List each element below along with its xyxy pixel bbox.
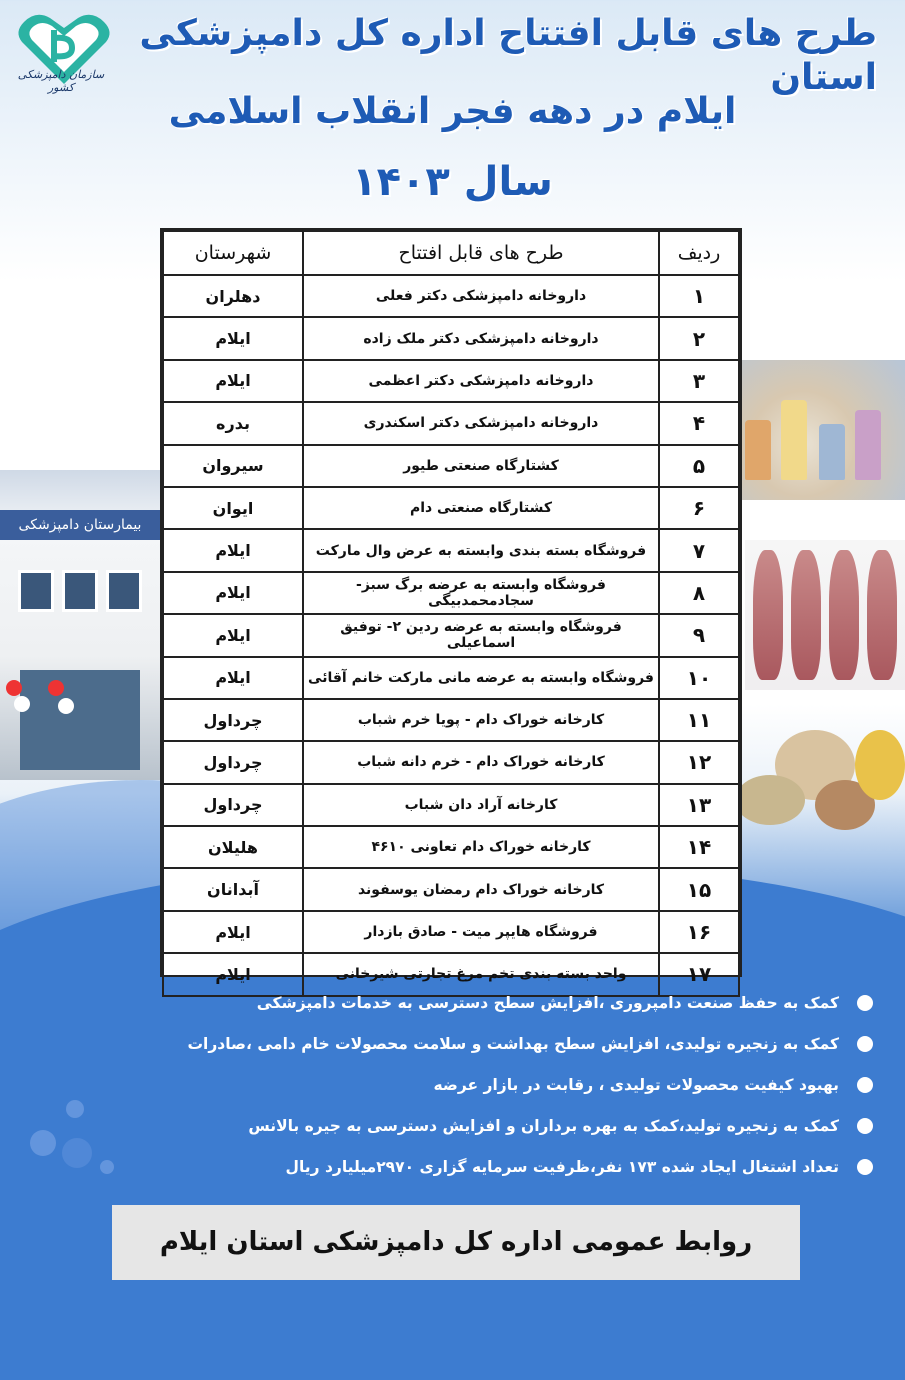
row-number-cell: ۱۰ [659,657,739,699]
table-row [163,275,739,317]
project-name-cell: کارخانه آراد دان شباب [303,784,659,826]
projects-table [162,230,740,997]
page-title-line1: طرح های قابل افتتاح اداره کل دامپزشکی استان [139,13,877,98]
city-cell: ایلام [163,572,303,614]
table-row [163,657,739,699]
building-window [18,570,54,612]
city-cell: هلیلان [163,826,303,868]
project-name-cell: فروشگاه وابسته به عرضه مانی مارکت خانم آقائی [303,657,659,699]
table-row [163,572,739,614]
project-name-cell: داروخانه دامپزشکی دکتر اسکندری [303,402,659,444]
footer-public-relations: روابط عمومی اداره کل دامپزشکی استان ایلام [112,1205,800,1280]
project-name-cell: داروخانه دامپزشکی دکتر اعظمی [303,360,659,402]
table-row [163,699,739,741]
city-cell: بدره [163,402,303,444]
project-name-cell: کارخانه خوراک دام - خرم دانه شباب [303,741,659,783]
bullet-dot-icon [857,1077,873,1093]
pharmacy-products-photo [735,360,905,500]
balloon-decoration [58,698,74,714]
table-body [163,275,739,996]
balloon-decoration [6,680,22,696]
project-name-cell: فروشگاه هایپر میت - صادق بازدار [303,911,659,953]
row-number-cell: ۸ [659,572,739,614]
table-row [163,360,739,402]
project-name-cell: داروخانه دامپزشکی دکتر فعلی [303,275,659,317]
table-row [163,826,739,868]
row-number-cell: ۱۴ [659,826,739,868]
city-cell: ایوان [163,487,303,529]
table-row [163,487,739,529]
carcass-shape [867,550,897,680]
medicine-bottle [855,410,881,480]
building-sign: بیمارستان دامپزشکی [0,510,160,540]
header-project: طرح های قابل افتتاح [303,231,659,275]
page-title-line2: ایلام در دهه فجر انقلاب اسلامی [168,91,737,132]
building-window [106,570,142,612]
row-number-cell: ۶ [659,487,739,529]
table-row [163,529,739,571]
header-city: شهرستان [163,231,303,275]
row-number-cell: ۱۱ [659,699,739,741]
city-cell: ایلام [163,317,303,359]
city-cell: ایلام [163,360,303,402]
benefit-text: کمک به زنجیره تولیدی، افزایش سطح بهداشت و سلامت محصولات خام دامی ،صادرات [187,1035,839,1053]
balloon-decoration [14,696,30,712]
medicine-bottle [781,400,807,480]
carcass-shape [753,550,783,680]
building-entrance [20,670,140,770]
corn-cob [855,730,905,800]
row-number-cell: ۵ [659,445,739,487]
table-row [163,402,739,444]
project-name-cell: فروشگاه وابسته به عرضه ردین ۲- توفیق اسماعیلی [303,614,659,656]
building-window [62,570,98,612]
bullet-dot-icon [857,1118,873,1134]
city-cell: ایلام [163,953,303,995]
table-row [163,317,739,359]
project-name-cell: کارخانه خوراک دام تعاونی ۴۶۱۰ [303,826,659,868]
city-cell: دهلران [163,275,303,317]
row-number-cell: ۱۷ [659,953,739,995]
table-header-row [163,231,739,275]
grain-bowl [735,775,805,825]
benefit-item [33,990,873,1031]
project-name-cell: کشتارگاه صنعتی دام [303,487,659,529]
benefits-list [33,990,873,1195]
balloon-decoration [48,680,64,696]
project-name-cell: داروخانه دامپزشکی دکتر ملک زاده [303,317,659,359]
carcass-shape [829,550,859,680]
row-number-cell: ۱ [659,275,739,317]
city-cell: آبدانان [163,868,303,910]
project-name-cell: کارخانه خوراک دام - پویا خرم شباب [303,699,659,741]
row-number-cell: ۱۵ [659,868,739,910]
row-number-cell: ۱۶ [659,911,739,953]
benefit-item [33,1113,873,1154]
city-cell: سیروان [163,445,303,487]
city-cell: چرداول [163,741,303,783]
table-row [163,445,739,487]
logo-caption: سازمان دامپزشکی کشور [17,68,105,94]
bullet-dot-icon [857,1159,873,1175]
project-name-cell: فروشگاه بسته بندی وابسته به عرض وال مارکت [303,529,659,571]
city-cell: ایلام [163,529,303,571]
city-cell: ایلام [163,657,303,699]
project-name-cell: واحد بسته بندی تخم مرغ تجارتی شیرخانی [303,953,659,995]
header-row-number: ردیف [659,231,739,275]
projects-table-container [160,228,742,987]
table-row [163,741,739,783]
benefit-item [33,1031,873,1072]
row-number-cell: ۳ [659,360,739,402]
benefit-item [33,1072,873,1113]
benefit-text: بهبود کیفیت محصولات تولیدی ، رقابت در بازار عرضه [433,1076,839,1094]
carcass-shape [791,550,821,680]
benefit-text: تعداد اشتغال ایجاد شده ۱۷۳ نفر،ظرفیت سرمایه گزاری ۲۹۷۰میلیارد ریال [285,1158,839,1176]
table-row [163,784,739,826]
table-row [163,614,739,656]
page-title-year: سال ۱۴۰۳ [352,159,553,205]
bullet-dot-icon [857,1036,873,1052]
medicine-bottle [745,420,771,480]
benefit-text: کمک به زنجیره تولید،کمک به بهره برداران و افزایش دسترسی به جیره بالانس [248,1117,839,1135]
project-name-cell: فروشگاه وابسته به عرضه برگ سبز- سجادمحمدبیگی [303,572,659,614]
row-number-cell: ۲ [659,317,739,359]
city-cell: ایلام [163,614,303,656]
benefit-item [33,1154,873,1195]
building-photo [0,470,160,780]
table-row [163,868,739,910]
city-cell: ایلام [163,911,303,953]
row-number-cell: ۱۲ [659,741,739,783]
project-name-cell: کارخانه خوراک دام رمضان یوسفوند [303,868,659,910]
city-cell: چرداول [163,699,303,741]
project-name-cell: کشتارگاه صنعتی طیور [303,445,659,487]
row-number-cell: ۱۳ [659,784,739,826]
bullet-dot-icon [857,995,873,1011]
meat-carcass-photo [745,540,905,690]
city-cell: چرداول [163,784,303,826]
grain-feed-photo [735,720,905,840]
row-number-cell: ۷ [659,529,739,571]
table-row [163,911,739,953]
row-number-cell: ۴ [659,402,739,444]
medicine-bottle [819,424,845,480]
row-number-cell: ۹ [659,614,739,656]
benefit-text: کمک به حفظ صنعت دامپروری ،افزایش سطح دسترسی به خدمات دامپزشکی [256,994,839,1012]
